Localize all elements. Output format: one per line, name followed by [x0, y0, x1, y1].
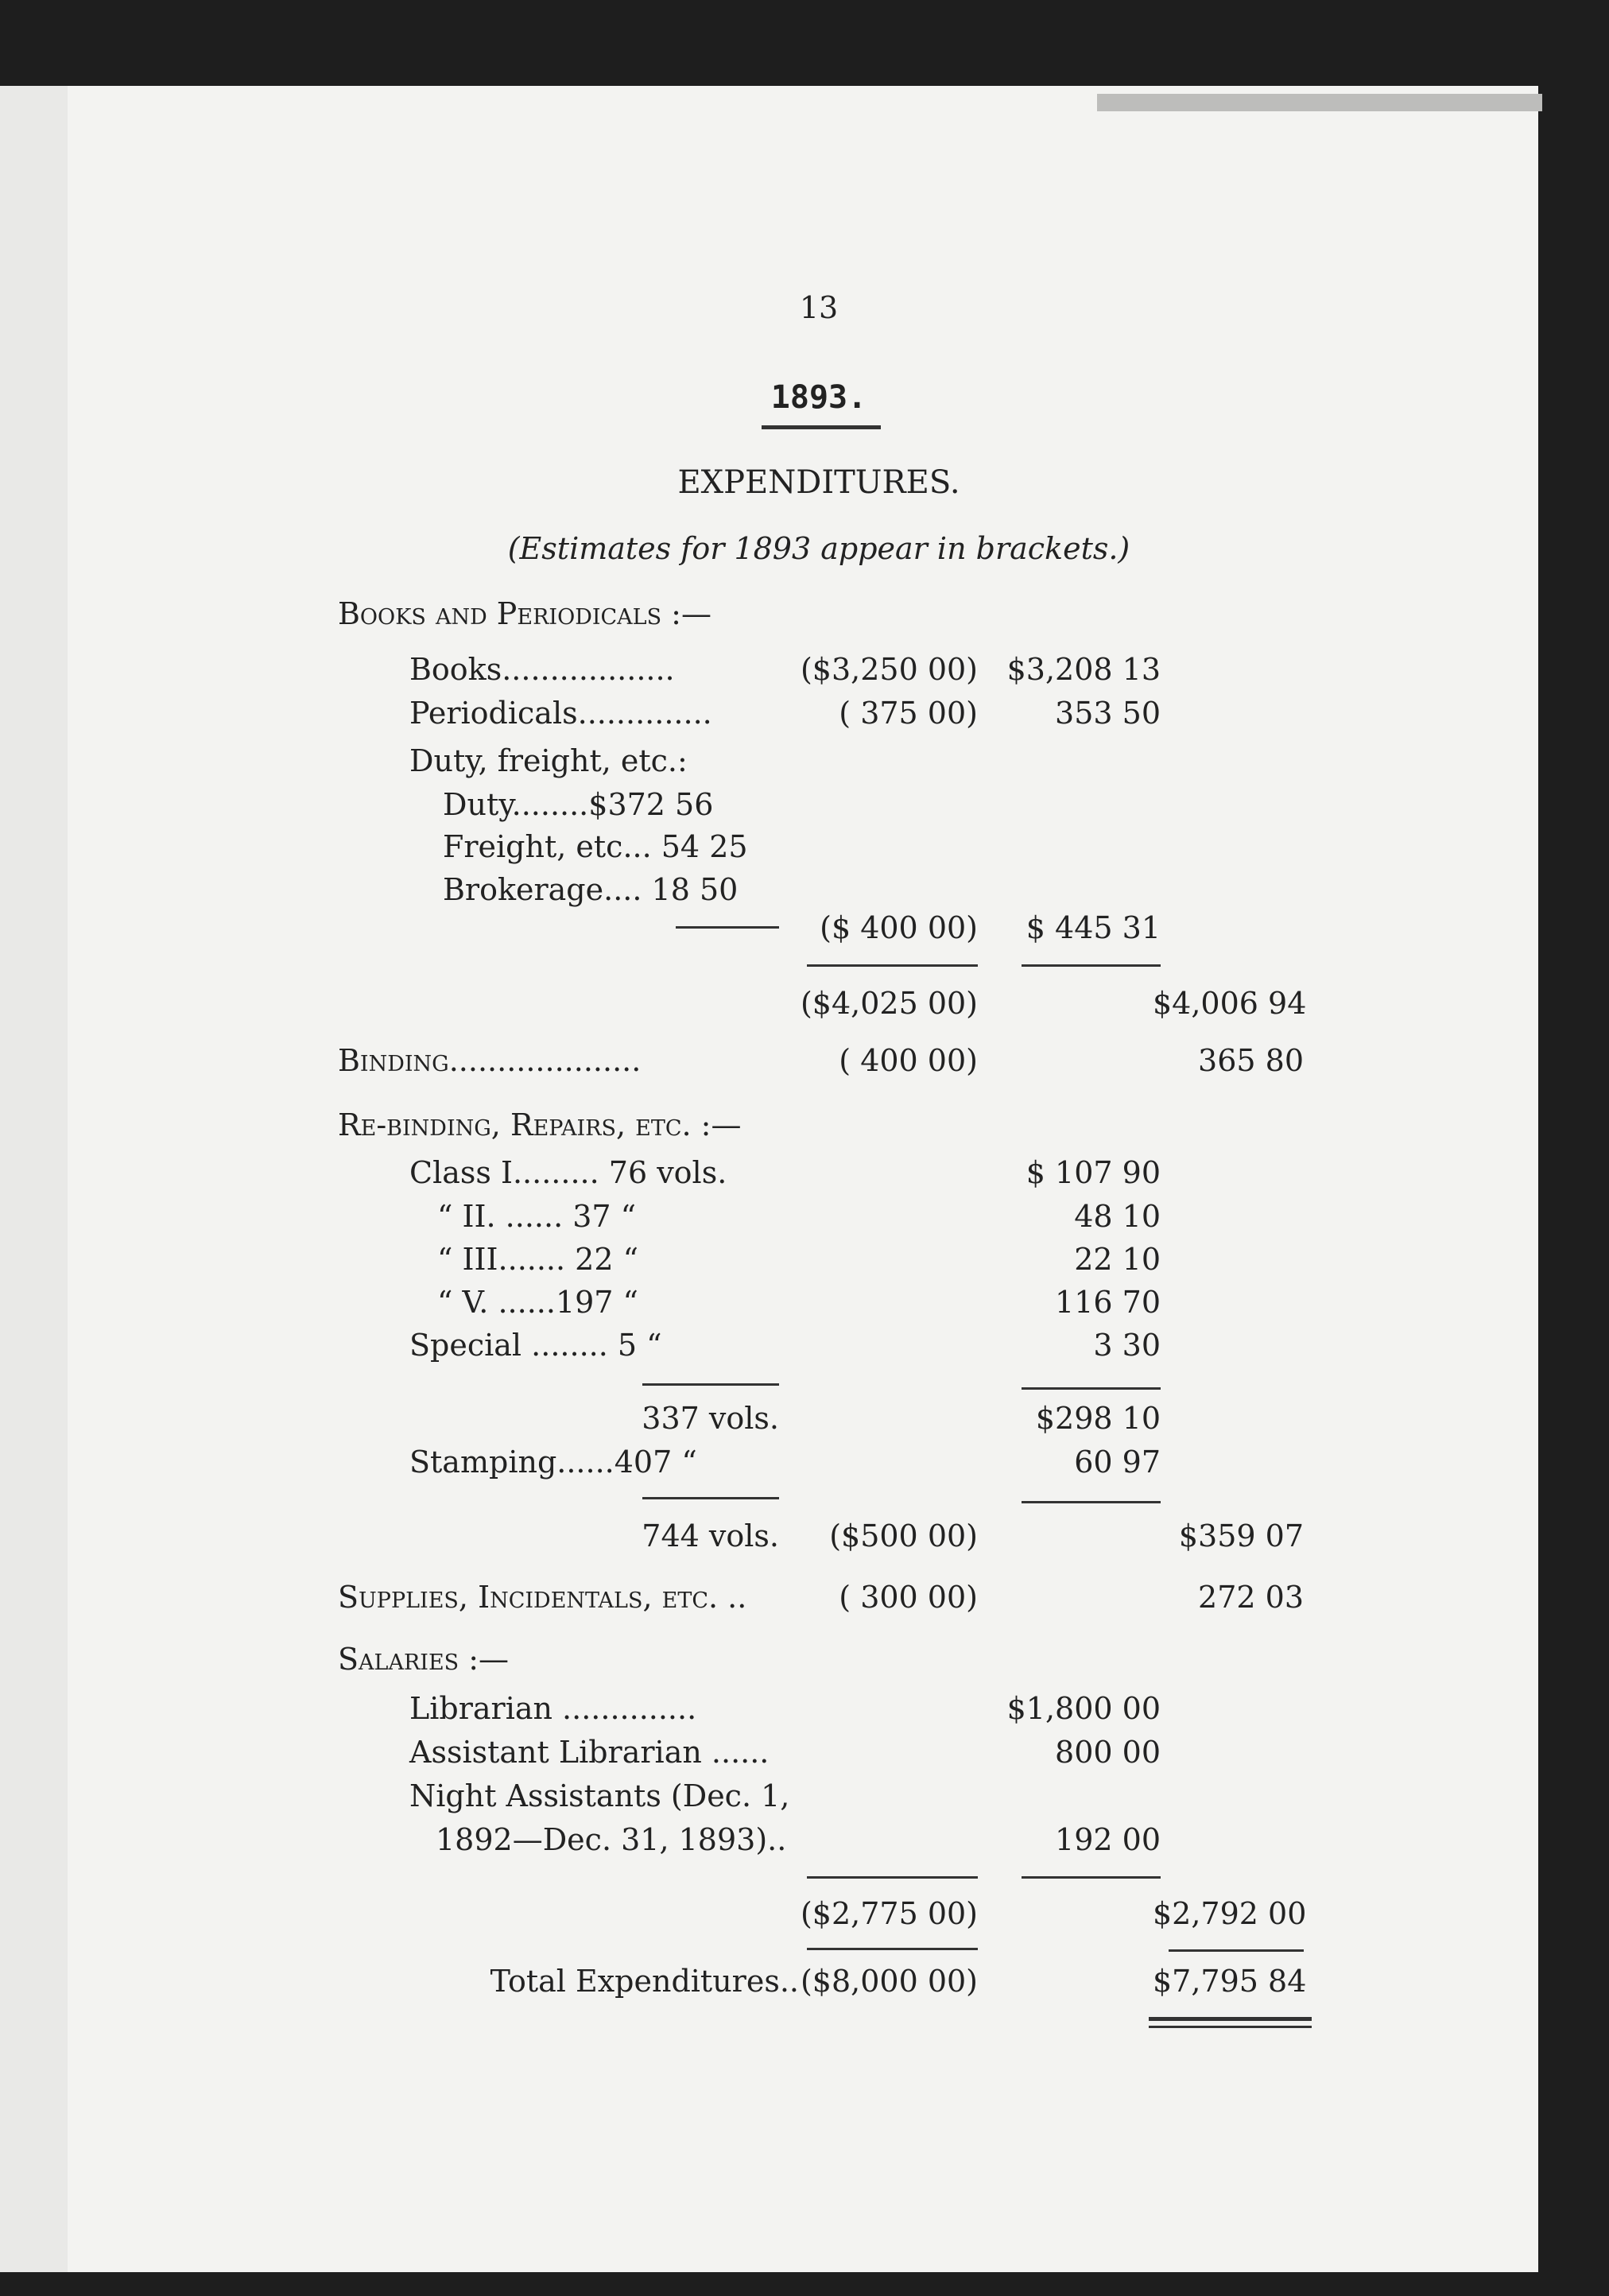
row-class2-amount: 48 10 — [1074, 1199, 1161, 1234]
row-librarian-amount: $1,800 00 — [1006, 1691, 1161, 1726]
rule-salaries-estimate — [807, 1876, 978, 1879]
row-freight: Freight, etc... 54 25 — [443, 829, 748, 864]
row-class2-label: “ II. ...... 37 “ — [437, 1199, 637, 1234]
row-librarian-label: Librarian .............. — [409, 1691, 697, 1726]
row-special-label: Special ........ 5 “ — [409, 1328, 662, 1363]
row-night-asst-label-2: 1892—Dec. 31, 1893).. — [436, 1822, 787, 1857]
row-asst-librarian-label: Assistant Librarian ...... — [409, 1735, 770, 1770]
row-class1-amount: $ 107 90 — [1025, 1155, 1161, 1190]
rule-books-amount — [1022, 964, 1161, 967]
row-grand-total: $7,795 84 — [1153, 1964, 1307, 1999]
row-vols-subtotal-label: 337 vols. — [642, 1401, 779, 1436]
row-grand-total-estimate: ($8,000 00) — [800, 1964, 978, 1999]
rule-vols-subtotal — [642, 1383, 779, 1386]
row-duty-subtotal-estimate: ($ 400 00) — [820, 910, 978, 945]
rule-grand-total-double-2 — [1149, 2026, 1312, 2028]
row-night-asst-amount: 192 00 — [1055, 1822, 1161, 1857]
row-class3-amount: 22 10 — [1074, 1242, 1161, 1277]
rule-salaries-amount — [1022, 1876, 1161, 1879]
row-stamping-amount: 60 97 — [1074, 1445, 1161, 1480]
row-salaries-total-estimate: ($2,775 00) — [800, 1896, 978, 1931]
row-periodicals-amount: 353 50 — [1055, 696, 1161, 731]
rule-amount-total — [1022, 1501, 1161, 1503]
row-duty-freight-heading: Duty, freight, etc.: — [409, 743, 688, 778]
row-salaries-total: $2,792 00 — [1153, 1896, 1307, 1931]
year-underline — [762, 425, 881, 429]
estimates-note: (Estimates for 1893 appear in brackets.) — [507, 531, 1130, 566]
row-supplies-estimate: ( 300 00) — [839, 1580, 978, 1615]
row-binding-total: 365 80 — [1198, 1043, 1304, 1078]
rule-vols-total — [642, 1497, 779, 1499]
row-brokerage: Brokerage.... 18 50 — [443, 872, 739, 907]
row-duty-subtotal-amount: $ 445 31 — [1025, 910, 1161, 945]
expenditures-heading: EXPENDITURES. — [677, 464, 960, 501]
page-top-edge — [1097, 94, 1542, 111]
year-heading: 1893. — [770, 379, 867, 416]
row-binding-label: Binding.................... — [338, 1043, 642, 1078]
row-class5-amount: 116 70 — [1055, 1285, 1161, 1320]
row-periodicals-estimate: ( 375 00) — [839, 696, 978, 731]
row-special-amount: 3 30 — [1093, 1328, 1161, 1363]
row-vols-total-label: 744 vols. — [642, 1518, 779, 1553]
row-binding-estimate: ( 400 00) — [839, 1043, 978, 1078]
row-books-estimate: ($3,250 00) — [800, 652, 978, 687]
section-books-periodicals: Books and Periodicals :— — [338, 596, 711, 631]
row-asst-librarian-amount: 800 00 — [1055, 1735, 1161, 1770]
row-periodicals-label: Periodicals.............. — [409, 696, 712, 731]
row-vols-total: $359 07 — [1178, 1518, 1304, 1553]
row-books-total-estimate: ($4,025 00) — [800, 986, 978, 1021]
row-night-asst-label: Night Assistants (Dec. 1, — [409, 1778, 790, 1813]
row-vols-total-estimate: ($500 00) — [829, 1518, 978, 1553]
row-class5-label: “ V. ......197 “ — [437, 1285, 638, 1320]
row-books-label: Books.................. — [409, 652, 675, 687]
rule-grand-total-top — [1169, 1949, 1304, 1952]
row-books-amount: $3,208 13 — [1006, 652, 1161, 687]
row-stamping-label: Stamping......407 “ — [409, 1445, 697, 1480]
rule-grand-estimate — [807, 1948, 978, 1950]
row-supplies-label: Supplies, Incidentals, etc. .. — [338, 1580, 747, 1615]
rule-books-estimate — [807, 964, 978, 967]
row-grand-total-label: Total Expenditures.. — [490, 1964, 799, 1999]
row-duty: Duty........$372 56 — [443, 787, 714, 822]
row-supplies-total: 272 03 — [1198, 1580, 1304, 1615]
row-class3-label: “ III....... 22 “ — [437, 1242, 639, 1277]
section-rebinding: Re-binding, Repairs, etc. :— — [338, 1107, 742, 1142]
rule-amount-subtotal — [1022, 1387, 1161, 1390]
row-vols-subtotal-amount: $298 10 — [1035, 1401, 1161, 1436]
rule-grand-total-double-1 — [1149, 2017, 1312, 2021]
section-salaries: Salaries :— — [338, 1642, 510, 1677]
row-books-total: $4,006 94 — [1153, 986, 1307, 1021]
row-class1-label: Class I......... 76 vols. — [409, 1155, 727, 1190]
page-number: 13 — [799, 290, 839, 325]
